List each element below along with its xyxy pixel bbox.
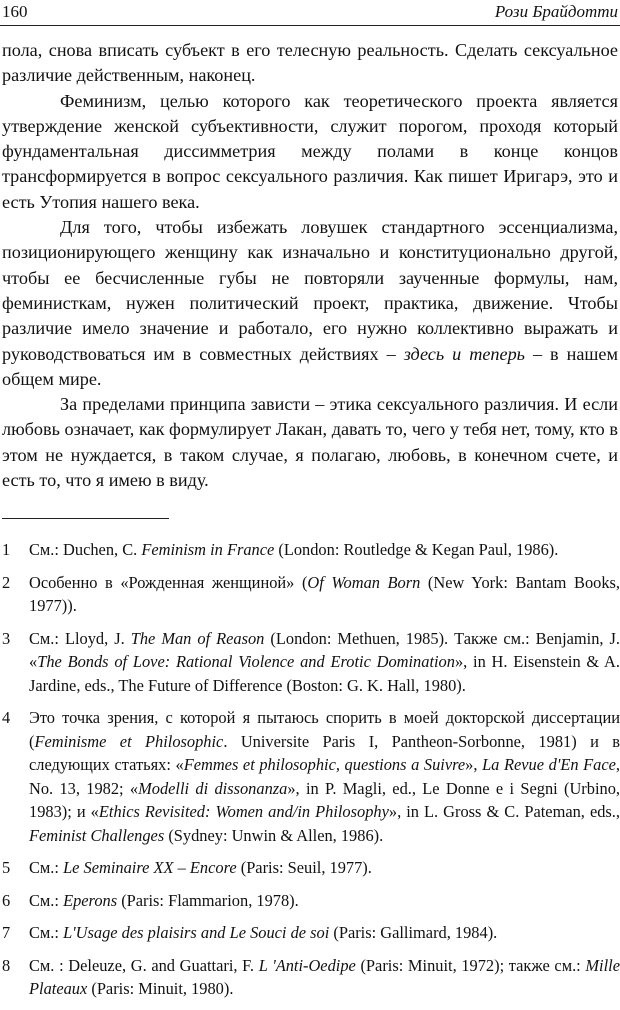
footnote-text xyxy=(29,858,372,877)
footnote-text xyxy=(29,540,558,559)
paragraph-1: пола, снова вписать субъект в его телесную реальность. Сделать сексуальное различие действенным, наконец. xyxy=(2,40,618,86)
footnote-title: L 'Anti-Oedipe xyxy=(258,955,356,975)
footnote-text xyxy=(29,923,497,942)
footnote-segment: », in H. Eisenstein & A. Jardine, eds., The Future of Difference (Boston: G. K. Hall, 1980). xyxy=(29,652,620,695)
footnote-segment: (Paris: Minuit, 1972); также см.: xyxy=(355,955,586,975)
footnote-segment: См.: xyxy=(29,890,64,910)
footnote-number: 1 xyxy=(2,540,11,559)
footnote-segment: », in L. Gross & C. Pateman, eds., xyxy=(388,802,620,821)
footnote-1 xyxy=(0,538,620,562)
footnote-segment: , No. 13, 1982; « xyxy=(29,755,620,798)
footnote-segment: См.: Duchen, C. xyxy=(29,540,142,559)
footnote-4 xyxy=(0,706,620,847)
paragraph-3-emphasis: здесь и теперь xyxy=(403,343,525,364)
footnote-segment: См.: xyxy=(29,923,64,942)
footnote-number: 4 xyxy=(2,708,11,727)
footnote-8 xyxy=(0,954,620,1001)
footnote-6 xyxy=(0,889,620,913)
footnote-5 xyxy=(0,856,620,880)
footnote-segment: См.: Lloyd, J. xyxy=(29,628,131,648)
footnote-title: L'Usage des plaisirs and Le Souci de soi xyxy=(63,923,330,942)
header-rule xyxy=(0,25,620,26)
footnote-segment: (Paris: Gallimard, 1984). xyxy=(329,923,498,942)
footnote-2 xyxy=(0,571,620,618)
footnote-segment: Это точка зрения, с которой я пытаюсь спорить в моей докторской диссертации ( xyxy=(29,708,620,751)
paragraph-2: Феминизм, целью которого как теоретического проекта является утверждение женской субъективности, служит порогом, проходя который фундаментальная диссимметрия между полами в конце концов трансформируется в вопрос сексуального различия. Как пишет Иригарэ, это и есть Утопия нашего века. xyxy=(2,90,618,212)
footnote-segment: См.: xyxy=(29,858,64,877)
running-head: Рози Брайдотти xyxy=(494,2,618,21)
footnote-separator xyxy=(2,518,169,519)
paragraph-3-text-end: – в нашем общем мире. xyxy=(2,343,618,389)
paragraph-4: За пределами принципа зависти – этика сексуального различия. И если любовь означает, как формулирует Лакан, давать то, чего у тебя нет, тому, кто в этом не нуждается, в таком случае, я полагаю, любовь, в конечном счете, и есть то, что я имею в виду. xyxy=(2,394,618,491)
page-number: 160 xyxy=(2,2,28,21)
footnote-title: The Bonds of Love: Rational Violence and Erotic Domination xyxy=(37,652,455,671)
footnote-number: 6 xyxy=(2,890,11,910)
footnote-title: Feminist Challenges xyxy=(29,825,165,845)
footnote-title: Mille Plateaux xyxy=(29,955,620,998)
footnote-title: Of Woman Born xyxy=(307,572,421,592)
footnote-3 xyxy=(0,627,620,698)
footnote-number: 7 xyxy=(2,923,11,942)
footnote-segment: (London: Routledge & Kegan Paul, 1986). xyxy=(274,540,559,559)
footnote-title: Femmes et philosophic, questions a Suivre xyxy=(183,755,466,774)
footnote-number: 2 xyxy=(2,572,11,592)
footnote-text xyxy=(29,891,299,910)
footnote-number: 5 xyxy=(2,858,11,877)
paragraph-3-text: Для того, чтобы избежать ловушек стандартного эссенциализма, позиционирующего женщину как изначально и конституционально другой, чтобы ее бесчисленные губы не повторяли заученные формулы, нам, феминисткам, нужен политический проект, практика, движение. Чтобы различие имело значение и работало, его нужно коллективно выражать и руководствоваться им в совместных действиях – xyxy=(2,217,618,364)
footnotes xyxy=(0,538,620,1010)
footnote-text xyxy=(29,629,620,695)
paragraph-3 xyxy=(2,215,618,392)
footnote-title: Ethics Revisited: Women and/in Philosophy xyxy=(98,802,389,821)
footnote-title: The Man of Reason xyxy=(130,628,265,648)
footnote-title: La Revue d'En Face xyxy=(482,755,616,774)
footnote-title: Feminism in France xyxy=(141,540,275,559)
footnote-segment: », in P. Magli, ed., Le Donne e i Segni (Urbino, 1983); и « xyxy=(29,778,620,821)
footnote-segment: См. : Deleuze, G. and Guattari, F. xyxy=(29,955,259,975)
footnote-segment: », xyxy=(465,755,483,774)
main-text xyxy=(2,38,618,493)
footnote-segment: (Paris: Minuit, 1980). xyxy=(87,979,234,998)
page-header xyxy=(0,2,620,24)
footnote-title: Feminisme et Philosophic xyxy=(34,731,224,751)
footnote-title: Eperons xyxy=(63,890,118,910)
footnote-segment: (Sydney: Unwin & Allen, 1986). xyxy=(164,825,384,845)
footnote-segment: . Universite Paris I, Pantheon-Sorbonne, 1981) и в следующих статьях: « xyxy=(29,731,620,774)
footnote-number: 8 xyxy=(2,955,11,975)
footnote-title: Le Seminaire XX – Encore xyxy=(63,858,237,877)
footnote-text xyxy=(29,708,620,845)
footnote-segment: (London: Methuen, 1985). Также см.: Benjamin, J. « xyxy=(29,628,620,671)
footnote-segment: (New York: Bantam Books, 1977)). xyxy=(29,572,620,615)
footnote-text xyxy=(29,956,620,999)
footnote-title: Modelli di dissonanza xyxy=(138,778,288,798)
footnote-number: 3 xyxy=(2,628,11,648)
footnote-segment: (Paris: Flammarion, 1978). xyxy=(117,890,299,910)
footnote-segment: Особенно в «Рожденная женщиной» ( xyxy=(29,572,308,592)
footnote-7 xyxy=(0,921,620,945)
footnote-segment: (Paris: Seuil, 1977). xyxy=(236,858,372,877)
footnote-text xyxy=(29,573,620,616)
